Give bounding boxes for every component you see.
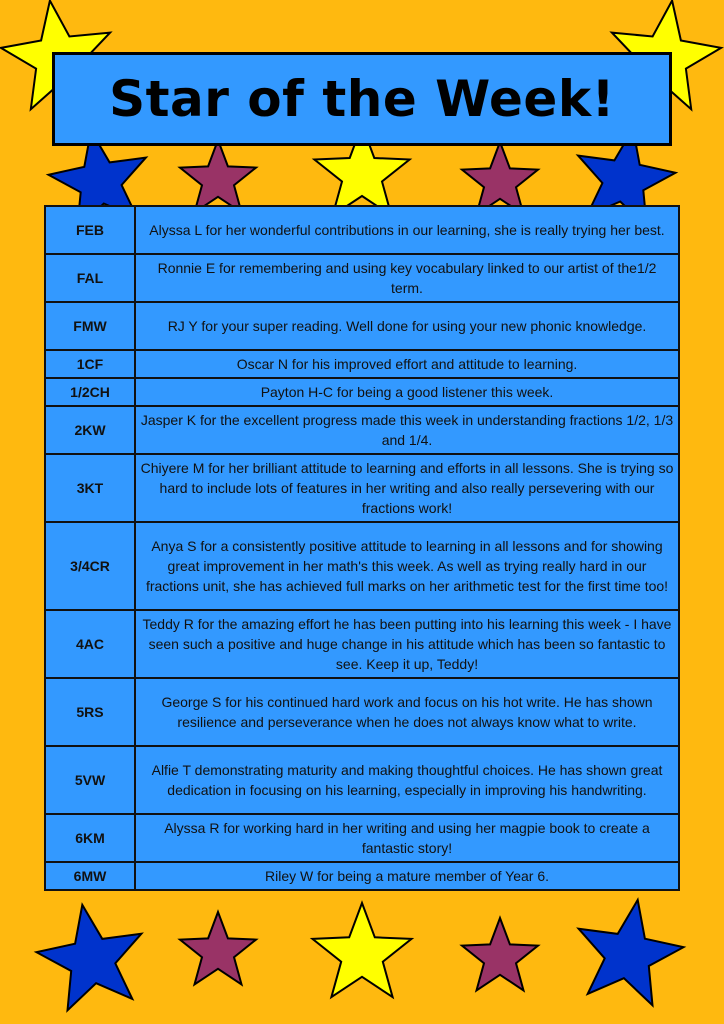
award-message-cell: Alyssa R for working hard in her writing and using her magpie book to create a fantastic story! bbox=[135, 814, 679, 862]
award-message-cell: Teddy R for the amazing effort he has been putting into his learning this week - I have seen such a positive and huge change in his attitude which has been so fantastic to see. Keep it up, Teddy! bbox=[135, 610, 679, 678]
class-name-cell: FEB bbox=[45, 206, 135, 254]
class-name-cell: 1/2CH bbox=[45, 378, 135, 406]
maroon-star-upper-right bbox=[462, 142, 538, 214]
class-name-cell: 5VW bbox=[45, 746, 135, 814]
blue-star-lower-left bbox=[37, 905, 142, 1010]
table-row bbox=[45, 254, 679, 302]
award-message-cell: RJ Y for your super reading. Well done for using your new phonic knowledge. bbox=[135, 302, 679, 350]
table-row bbox=[45, 746, 679, 814]
class-name-cell: 4AC bbox=[45, 610, 135, 678]
table-row bbox=[45, 206, 679, 254]
class-name-cell: 5RS bbox=[45, 678, 135, 746]
class-name-cell: 3KT bbox=[45, 454, 135, 522]
class-name-cell: 6KM bbox=[45, 814, 135, 862]
award-message-cell: Oscar N for his improved effort and attitude to learning. bbox=[135, 350, 679, 378]
award-message-cell: Anya S for a consistently positive attitude to learning in all lessons and for showing great improvement in her math's this week. As well as trying really hard in our fractions unit, she has achieved full marks on her arithmetic test for the first time too! bbox=[135, 522, 679, 610]
table-row bbox=[45, 522, 679, 610]
star-of-the-week-table bbox=[44, 205, 680, 891]
award-message-cell: George S for his continued hard work and focus on his hot write. He has shown resilience and perseverance when he does not always know what to write. bbox=[135, 678, 679, 746]
class-name-cell: 6MW bbox=[45, 862, 135, 890]
page-title: Star of the Week! bbox=[109, 70, 615, 128]
table-row bbox=[45, 862, 679, 890]
award-message-cell: Chiyere M for her brilliant attitude to learning and efforts in all lessons. She is trying so hard to include lots of features in her writing and also really persevering with our fractions work! bbox=[135, 454, 679, 522]
maroon-star-lower-left bbox=[180, 912, 256, 984]
table-row bbox=[45, 406, 679, 454]
table-row bbox=[45, 378, 679, 406]
award-message-cell: Riley W for being a mature member of Year 6. bbox=[135, 862, 679, 890]
class-name-cell: 3/4CR bbox=[45, 522, 135, 610]
table-row bbox=[45, 302, 679, 350]
award-message-cell: Alfie T demonstrating maturity and making thoughtful choices. He has shown great dedication in focusing on his learning, especially in improving his handwriting. bbox=[135, 746, 679, 814]
class-name-cell: 1CF bbox=[45, 350, 135, 378]
table-row bbox=[45, 678, 679, 746]
maroon-star-lower-right bbox=[462, 918, 538, 990]
table-row bbox=[45, 350, 679, 378]
class-name-cell: FAL bbox=[45, 254, 135, 302]
table-row bbox=[45, 814, 679, 862]
award-message-cell: Payton H-C for being a good listener this week. bbox=[135, 378, 679, 406]
award-message-cell: Alyssa L for her wonderful contributions in our learning, she is really trying her best. bbox=[135, 206, 679, 254]
class-name-cell: FMW bbox=[45, 302, 135, 350]
class-name-cell: 2KW bbox=[45, 406, 135, 454]
yellow-star-lower-center bbox=[313, 903, 412, 997]
award-message-cell: Jasper K for the excellent progress made this week in understanding fractions 1/2, 1/3 and 1/4. bbox=[135, 406, 679, 454]
table-row bbox=[45, 610, 679, 678]
blue-star-lower-right bbox=[579, 900, 684, 1005]
award-message-cell: Ronnie E for remembering and using key vocabulary linked to our artist of the1/2 term. bbox=[135, 254, 679, 302]
maroon-star-upper-left bbox=[180, 140, 256, 212]
title-banner bbox=[52, 52, 672, 146]
table-row bbox=[45, 454, 679, 522]
